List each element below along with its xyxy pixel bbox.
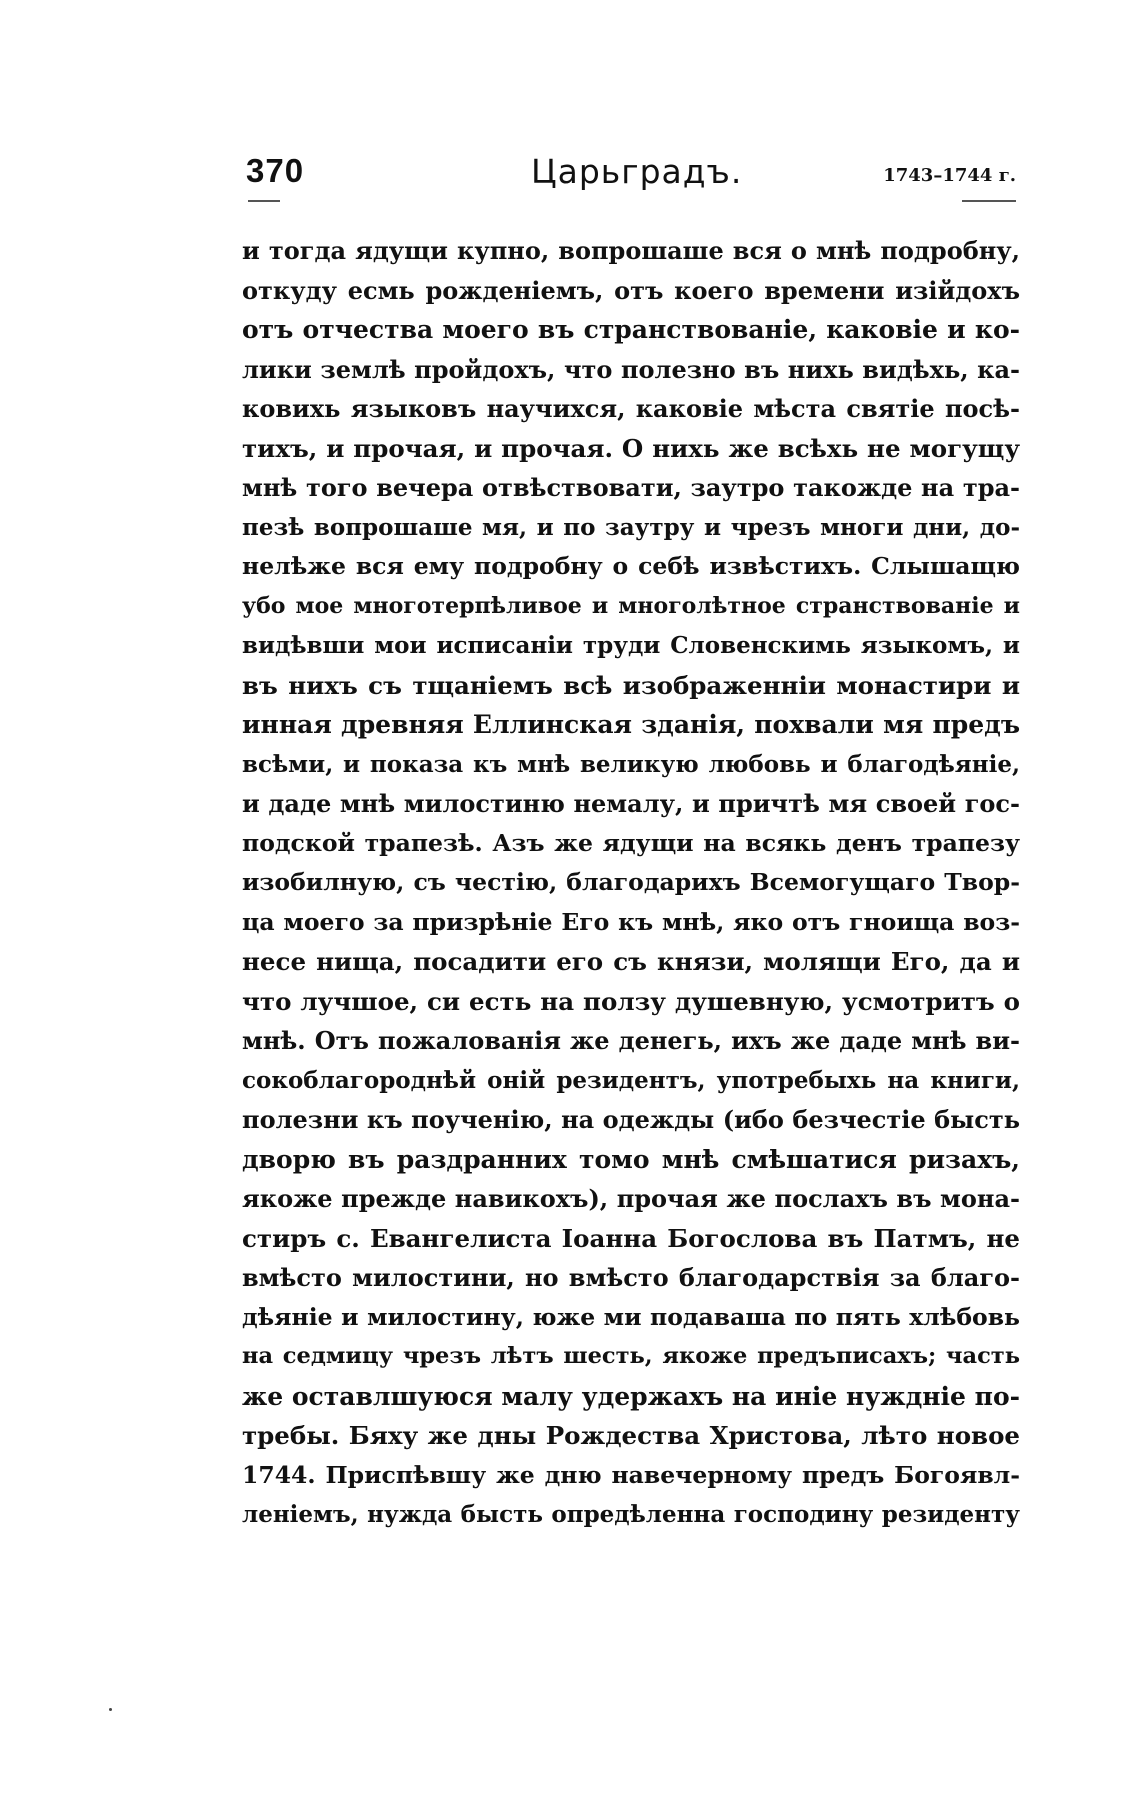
text-line: мнѣ. Отъ пожалованія же денегь, ихъ же даде мнѣ ви- <box>242 1026 1020 1055</box>
text-line: въ нихъ съ тщаніемъ всѣ изображенніи монастири и <box>242 670 1020 700</box>
scan-speck <box>109 1708 112 1711</box>
running-title: Царьградъ. <box>531 152 743 191</box>
text-line: отъ отчества моего въ странствованіе, каковіе и ко- <box>242 315 1020 344</box>
text-line: всѣми, и показа къ мнѣ великую любовь и благодѣяніе, <box>242 750 1020 778</box>
text-line: на седмицу чрезъ лѣтъ шесть, якоже предъписахъ; часть <box>242 1343 1020 1369</box>
text-line: леніемъ, нужда бысть опредѣленна господину резиденту <box>242 1501 1020 1528</box>
text-line: дѣяніе и милостину, юже ми подаваша по пять хлѣбовь <box>242 1302 1020 1331</box>
text-line: требы. Бяху же дны Рождества Христова, лѣто новое <box>242 1421 1020 1450</box>
text-line: ковихь языковъ научихся, каковіе мѣста святіе посѣ- <box>242 394 1020 423</box>
text-line: лики землѣ пройдохъ, что полезно въ нихь видѣхь, ка- <box>242 354 1020 384</box>
text-line: нелѣже вся ему подробну о себѣ извѣстихъ. Слышащю <box>242 552 1020 580</box>
text-line: что лучшое, си есть на ползу душевную, усмотритъ о <box>242 986 1020 1016</box>
text-line: 1744. Приспѣвшу же дню навечерному предъ Богоявл- <box>242 1460 1020 1489</box>
text-line: дворю въ раздранних томо мнѣ смѣшатися ризахъ, <box>242 1144 1020 1174</box>
text-line: убо мое многотерпѣливое и многолѣтное странствованіе и <box>242 592 1020 619</box>
text-line: якоже прежде навикохъ), прочая же послахъ въ мона- <box>242 1184 1020 1213</box>
page-header <box>246 152 1016 202</box>
text-line: тихъ, и прочая, и прочая. О нихь же всѣхь не могущу <box>242 433 1020 463</box>
text-line: и даде мнѣ милостиню немалу, и причтѣ мя своей гос- <box>242 789 1020 818</box>
text-line: ца моего за призрѣніе Его къ мнѣ, яко отъ гноища воз- <box>242 907 1020 936</box>
text-line: полезни къ поученію, на одежды (ибо безчестіе бысть <box>242 1105 1020 1134</box>
text-line: вмѣсто милостини, но вмѣсто благодарствія за благо- <box>242 1263 1020 1292</box>
text-line: инная древняя Еллинская зданія, похвали мя предъ <box>242 710 1020 739</box>
header-rule-right <box>962 200 1016 202</box>
page-number: 370 <box>246 152 305 189</box>
text-line: стиръ с. Евангелиста Іоанна Богослова въ Патмъ, не <box>242 1223 1020 1253</box>
text-line: несе нища, посадити его съ князи, молящи Его, да и <box>242 947 1020 976</box>
text-line: изобилную, съ честію, благодарихъ Всемогущаго Твор- <box>242 868 1020 896</box>
text-line: пезѣ вопрошаше мя, и по заутру и чрезъ многи дни, до- <box>242 513 1020 541</box>
header-rule-left <box>248 200 280 202</box>
text-line: сокоблагороднѣй оній резидентъ, употребыхь на книги, <box>242 1066 1020 1094</box>
text-line: видѣвши мои исписаніи труди Словенскимь языкомъ, и <box>242 632 1020 659</box>
text-line: и тогда ядущи купно, вопрошаше вся о мнѣ подробну, <box>242 236 1020 265</box>
year-range: 1743–1744 г. <box>883 165 1016 186</box>
body-text <box>242 231 1020 1535</box>
text-line: подской трапезѣ. Азъ же ядущи на всякь денъ трапезу <box>242 828 1020 857</box>
text-line: откуду есмь рожденіемъ, отъ коего времени изійдохъ <box>242 275 1020 305</box>
text-line: мнѣ того вечера отвѣствовати, заутро такожде на тра- <box>242 473 1020 502</box>
text-line: же оставлшуюся малу удержахъ на иніе нуждніе по- <box>242 1381 1020 1411</box>
